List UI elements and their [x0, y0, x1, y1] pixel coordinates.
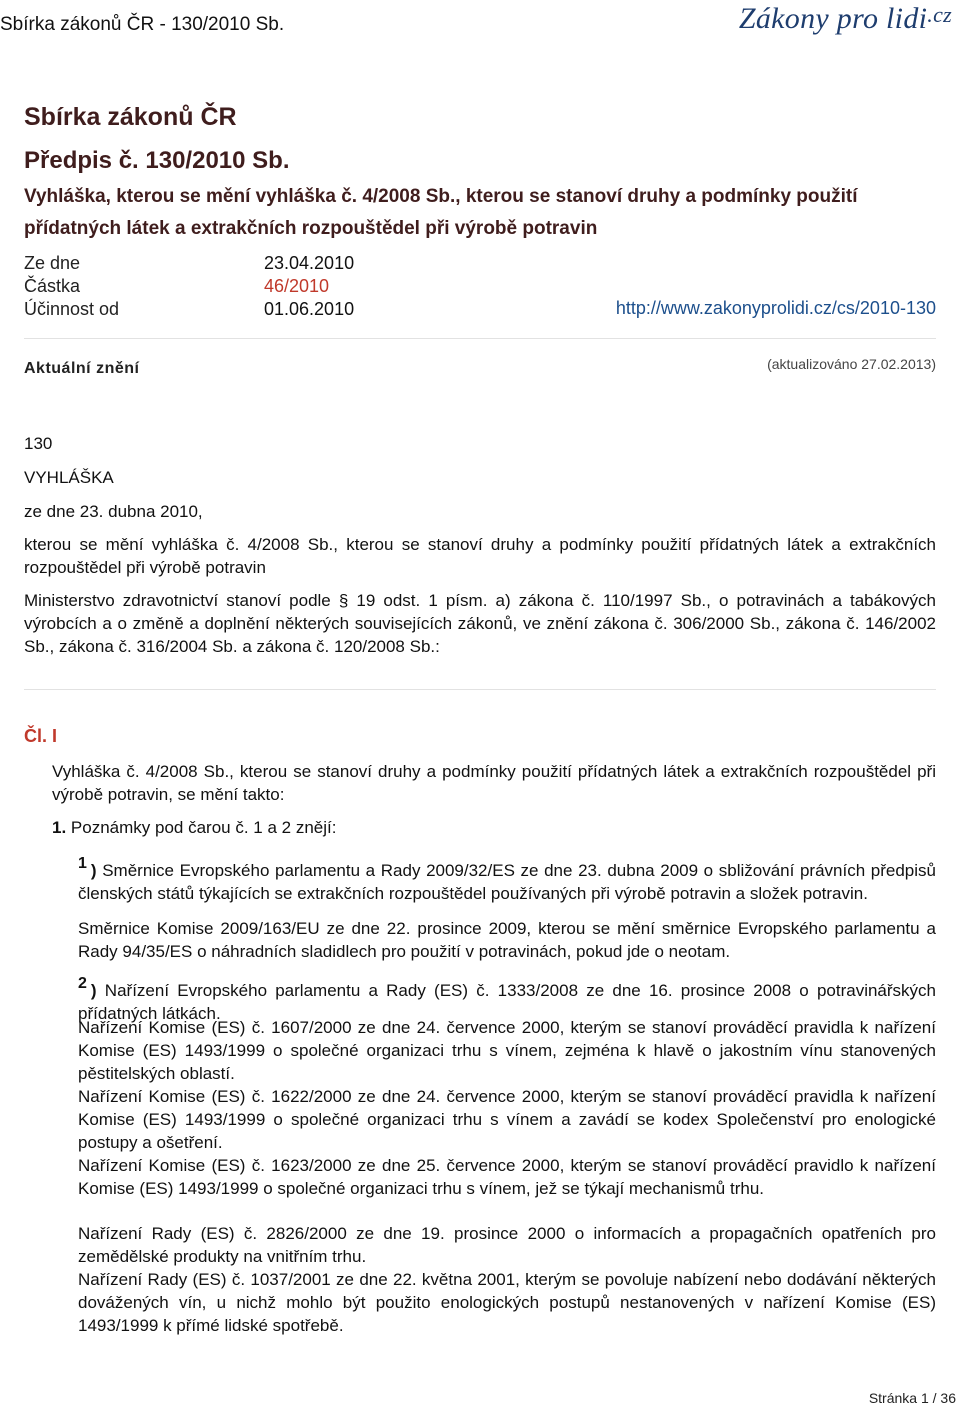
- footnote-1-paragraph: Směrnice Komise 2009/163/EU ze dne 22. prosince 2009, kterou se mění směrnice Evropského parlamentu a Rady 94/35/ES o náhradních sladidlech pro použití v potravinách, pokud jde o neotam.: [78, 919, 936, 961]
- meta-row-effective: [24, 298, 354, 321]
- footnote-2-paragraph: Nařízení Rady (ES) č. 1037/2001 ze dne 22. května 2001, kterým se povoluje nabízení nebo dodávání některých dovážených vín, u nichž mohlo být použito enologických postupů nestanovených v nařízení Komise (ES) 1493/1999 k přímé lidské spotřebě.: [78, 1270, 936, 1335]
- authority-statement: Ministerstvo zdravotnictví stanoví podle § 19 odst. 1 písm. a) zákona č. 110/1997 Sb., o potravinách a tabákových výrobcích a o změně a doplnění některých souvisejících zákonů, ve znění zákona č. 306/2000 Sb., zákona č. 146/2002 Sb., zákona č. 316/2004 Sb. a zákona č. 120/2008 Sb.:: [24, 591, 936, 656]
- footnote-2-paren: ): [90, 981, 97, 1000]
- logo-tld: .cz: [927, 2, 952, 27]
- footnote-1: [78, 852, 936, 905]
- version-updated: (aktualizováno 27.02.2013): [767, 356, 936, 372]
- source-url-link[interactable]: http://www.zakonyprolidi.cz/cs/2010-130: [615, 298, 936, 318]
- regulation-date-line: ze dne 23. dubna 2010,: [24, 502, 203, 521]
- meta-part-link[interactable]: 46/2010: [264, 276, 330, 296]
- point-1: [52, 816, 936, 839]
- regulation-title: Předpis č. 130/2010 Sb.: [24, 147, 290, 174]
- article-heading: Čl. I: [24, 726, 58, 746]
- footnote-2-paragraph: Nařízení Rady (ES) č. 2826/2000 ze dne 19. prosince 2000 o informacích a propagačních opatřeních pro zemědělské produkty na vnitřním trhu.: [78, 1224, 936, 1266]
- meta-date-label: Ze dne: [24, 253, 81, 273]
- meta-part-label: Částka: [24, 276, 81, 296]
- document-header-title: Sbírka zákonů ČR - 130/2010 Sb.: [0, 14, 285, 35]
- point-text: Poznámky pod čarou č. 1 a 2 znějí:: [70, 818, 337, 837]
- divider: [24, 338, 936, 339]
- footnote-2-paragraph: Nařízení Komise (ES) č. 1622/2000 ze dne 24. července 2000, kterým se stanoví prováděcí pravidla k nařízení Komise (ES) 1493/1999 o společné organizaci trhu s vínem a zavádí se kodex Společenství pro enologické postupy a ošetření.: [78, 1087, 936, 1152]
- regulation-subtitle: Vyhláška, kterou se mění vyhláška č. 4/2008 Sb., kterou se stanoví druhy a podmínky použití přídatných látek a extrakčních rozpouštědel při výrobě potravin: [24, 186, 858, 239]
- collection-title: Sbírka zákonů ČR: [24, 103, 237, 131]
- footnote-1-paren: ): [90, 861, 97, 880]
- footnote-2-paragraph: Nařízení Komise (ES) č. 1607/2000 ze dne 24. července 2000, kterým se stanoví prováděcí pravidla k nařízení Komise (ES) 1493/1999 o společné organizaci trhu s vínem, zejména k hlavě o jakostním vínu stanovených pěstitelských oblastí.: [78, 1018, 936, 1083]
- meta-effective-value: 01.06.2010: [264, 299, 355, 319]
- version-label: Aktuální znění: [24, 360, 140, 377]
- footnote-1-text: Směrnice Evropského parlamentu a Rady 2009/32/ES ze dne 23. dubna 2009 o sbližování právních předpisů členských států týkajících se extrakčních rozpouštědel používaných při výrobě potravin a složek potravin.: [78, 861, 936, 903]
- meta-date-value: 23.04.2010: [264, 253, 355, 273]
- page-number: Stránka 1 / 36: [868, 1390, 956, 1406]
- article-intro: Vyhláška č. 4/2008 Sb., kterou se stanoví druhy a podmínky použití přídatných látek a extrakčních rozpouštědel při výrobě potravin, se mění takto:: [52, 762, 936, 804]
- metadata-block: [24, 252, 354, 321]
- point-number: 1.: [52, 818, 67, 837]
- meta-row-part: [24, 275, 354, 298]
- footnote-2-text: Nařízení Evropského parlamentu a Rady (ES) č. 1333/2008 ze dne 16. prosince 2008 o potravinářských přídatných látkách.: [78, 981, 936, 1023]
- site-logo[interactable]: [739, 2, 952, 36]
- regulation-purpose: kterou se mění vyhláška č. 4/2008 Sb., kterou se stanoví druhy a podmínky použití přídatných látek a extrakčních rozpouštědel při výrobě potravin: [24, 535, 936, 577]
- footnote-2-number: 2: [78, 975, 87, 992]
- meta-row-date: [24, 252, 354, 275]
- footnote-1-number: 1: [78, 855, 87, 872]
- meta-effective-label: Účinnost od: [24, 299, 120, 319]
- regulation-number: 130: [24, 434, 53, 453]
- divider: [24, 689, 936, 690]
- logo-text: Zákony pro lidi: [738, 2, 928, 35]
- regulation-kind: VYHLÁŠKA: [24, 468, 114, 487]
- footnote-2-paragraph: Nařízení Komise (ES) č. 1623/2000 ze dne 25. července 2000, kterým se stanoví prováděcí pravidlo k nařízení Komise (ES) 1493/1999 o společné organizaci trhu s vínem, jež se týkají mechanismů trhu.: [78, 1156, 936, 1198]
